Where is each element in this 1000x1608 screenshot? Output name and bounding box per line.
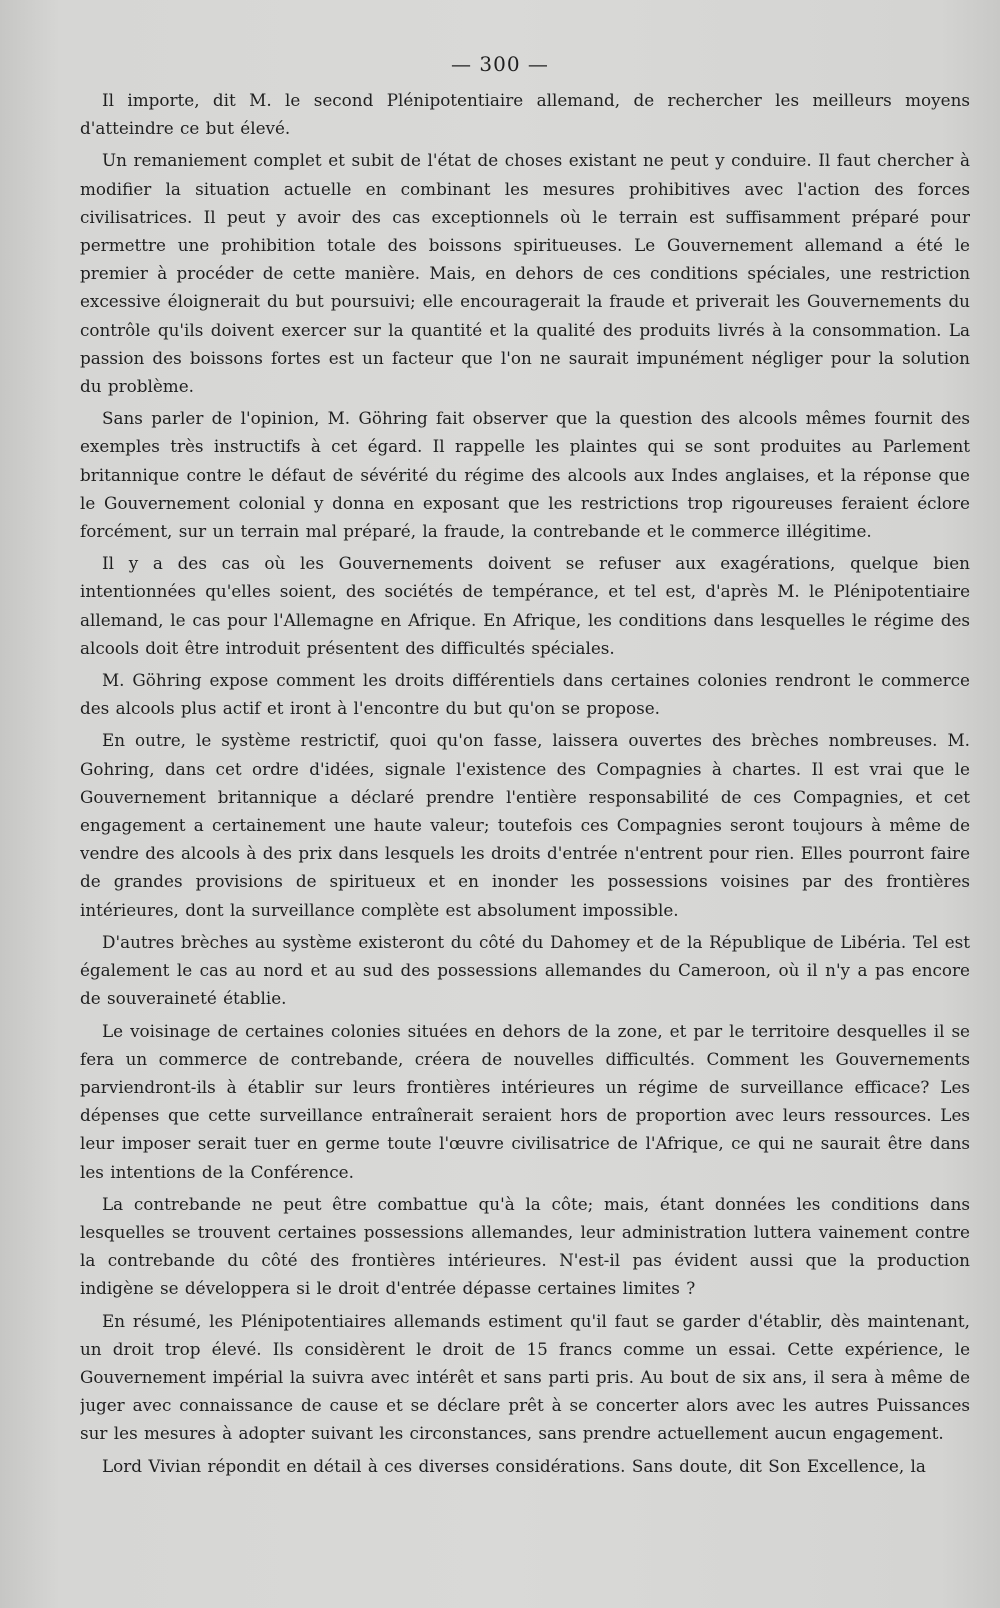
paragraph-10: En résumé, les Plénipotentiaires allemands estiment qu'il faut se garder d'établir, dès maintenant, un droit trop élevé. Ils considèrent le droit de 15 francs comme un essai. Cette expérience, le Gouvernement impérial la suivra avec intérêt et sans parti pris. Au bout de six ans, il sera à même de juger avec connaissance de cause et se déclare prêt à se concerter alors avec les autres Puissances sur les mesures à adopter suivant les circonstances, sans prendre actuellement aucun engagement. (80, 1310, 970, 1444)
paragraph-6: En outre, le système restrictif, quoi qu'on fasse, laissera ouvertes des brèches nombreuses. M. Gohring, dans cet ordre d'idées, signale l'existence des Compagnies à chartes. Il est vrai que le Gouvernement britannique a déclaré prendre l'entière responsabilité de ces Compagnies, et cet engagement a certainement une haute valeur; toutefois ces Compagnies seront toujours à même de vendre des alcools à des prix dans lesquels les droits d'entrée n'entrent pour rien. Elles pourront faire de grandes provisions de spiritueux et en inonder les possessions voisines par des frontières intérieures, dont la surveillance complète est absolument impossible. (80, 730, 970, 920)
paragraph-5: M. Göhring expose comment les droits différentiels dans certaines colonies rendront le commerce des alcools plus actif et iront à l'encontre du but qu'on se propose. (80, 670, 970, 719)
paragraph-8: Le voisinage de certaines colonies situées en dehors de la zone, et par le territoire desquelles il se fera un commerce de contrebande, créera de nouvelles difficultés. Comment les Gouvernements parviendront-ils à établir sur leurs frontières intérieures un régime de surveillance efficace? Les dépenses que cette surveillance entraînerait seraient hors de proportion avec leurs ressources. Les leur imposer serait tuer en germe toute l'œuvre civilisatrice de l'Afrique, ce qui ne saurait être dans les intentions de la Conférence. (80, 1020, 970, 1182)
paragraph-4: Il y a des cas où les Gouvernements doivent se refuser aux exagérations, quelque bien intentionnées qu'elles soient, des sociétés de tempérance, et tel est, d'après M. le Plénipotentiaire allemand, le cas pour l'Allemagne en Afrique. En Afrique, les conditions dans lesquelles le régime des alcools doit être introduit présentent des difficultés spéciales. (80, 553, 970, 658)
paragraph-2: Un remaniement complet et subit de l'état de choses existant ne peut y conduire. Il faut chercher à modifier la situation actuelle en combinant les mesures prohibitives avec l'action des forces civilisatrices. Il peut y avoir des cas exceptionnels où le terrain est suffisamment préparé pour permettre une prohibition totale des boissons spiritueuses. Le Gouvernement allemand a été le premier à procéder de cette manière. Mais, en dehors de ces conditions spéciales, une restriction excessive éloignerait du but poursuivi; elle encouragerait la fraude et priverait les Gouvernements du contrôle qu'ils doivent exercer sur la quantité et la qualité des produits livrés à la consommation. La passion des boissons fortes est un facteur que l'on ne saurait impunément négliger pour la solution du problème. (80, 150, 970, 397)
body-text (80, 86, 970, 1596)
paragraph-1: Il importe, dit M. le second Plénipotentiaire allemand, de rechercher les meilleurs moyens d'atteindre ce but élevé. (80, 90, 970, 139)
paragraph-7: D'autres brèches au système existeront du côté du Dahomey et de la République de Libéria. Tel est également le cas au nord et au sud des possessions allemandes du Cameroon, où il n'y a pas encore de souveraineté établie. (80, 931, 970, 1009)
page-number: — 300 — (451, 52, 549, 76)
paragraph-11: Lord Vivian répondit en détail à ces diverses considérations. Sans doute, dit Son Excellence, la (102, 1455, 926, 1476)
paragraph-3: Sans parler de l'opinion, M. Göhring fait observer que la question des alcools mêmes fournit des exemples très instructifs à cet égard. Il rappelle les plaintes qui se sont produites au Parlement britannique contre le défaut de sévérité du régime des alcools aux Indes anglaises, et la réponse que le Gouvernement colonial y donna en exposant que les restrictions trop rigoureuses feraient éclore forcément, sur un terrain mal préparé, la fraude, la contrebande et le commerce illégitime. (80, 408, 970, 542)
paragraph-9: La contrebande ne peut être combattue qu'à la côte; mais, étant données les conditions dans lesquelles se trouvent certaines possessions allemandes, leur administration luttera vainement contre la contrebande du côté des frontières intérieures. N'est-il pas évident aussi que la production indigène se développera si le droit d'entrée dépasse certaines limites ? (80, 1193, 970, 1299)
